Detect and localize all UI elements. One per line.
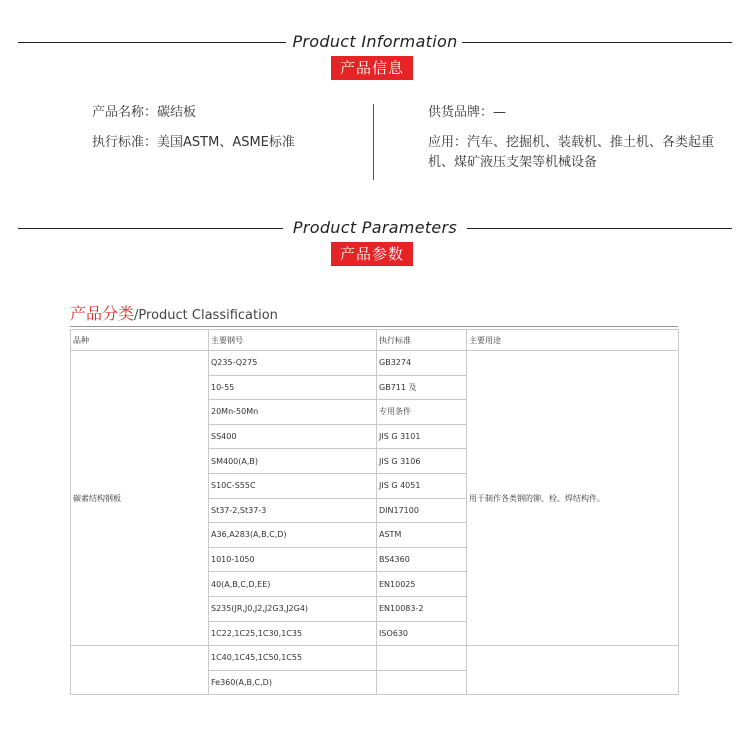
standard-cell [377, 646, 467, 671]
field-label: 供货品牌： [428, 105, 494, 120]
field-value: 美国ASTM、ASME标准 [157, 135, 295, 150]
params-title-en: Product Parameters [292, 218, 458, 237]
classification-title-cn: 产品分类 [70, 304, 135, 323]
grade-cell: 40(A,B,C,D,EE) [209, 572, 377, 597]
brand-field [428, 103, 506, 123]
classification-title-en: Product Classification [138, 308, 278, 323]
standard-field [92, 133, 295, 153]
grade-cell: 10-55 [209, 375, 377, 400]
classification-underline [70, 326, 678, 327]
field-value: 汽车、挖掘机、装载机、推土机、各类起重机、煤矿液压支架等机械设备 [428, 135, 715, 170]
application-field [428, 133, 724, 173]
grade-cell: 20Mn-50Mn [209, 400, 377, 425]
usage-cell-empty [467, 646, 679, 695]
params-title-badge: 产品参数 [331, 242, 413, 266]
classification-separator: / [134, 308, 139, 323]
field-label: 执行标准： [92, 135, 158, 150]
field-label: 产品名称： [92, 105, 158, 120]
grade-cell: Q235-Q275 [209, 351, 377, 376]
header-cell: 主要钢号 [209, 330, 377, 351]
header-cell: 品种 [71, 330, 209, 351]
params-section-header [0, 216, 750, 240]
classification-table [70, 329, 679, 695]
field-value: 碳结板 [157, 105, 197, 120]
header-cell: 执行标准 [377, 330, 467, 351]
standard-cell: ASTM [377, 523, 467, 548]
standard-cell: JIS G 3101 [377, 424, 467, 449]
grade-cell: S10C-S55C [209, 473, 377, 498]
standard-cell: EN10083-2 [377, 596, 467, 621]
grade-cell: A36,A283(A,B,C,D) [209, 523, 377, 548]
grade-cell: 1C22,1C25,1C30,1C35 [209, 621, 377, 646]
product-name-field [92, 103, 196, 123]
standard-cell: GB711 及 [377, 375, 467, 400]
variety-cell-empty [71, 646, 209, 695]
info-title-badge: 产品信息 [331, 56, 413, 80]
standard-cell: 专用条件 [377, 400, 467, 425]
grade-cell: SS400 [209, 424, 377, 449]
variety-cell: 碳素结构钢板 [71, 351, 209, 646]
standard-cell: JIS G 3106 [377, 449, 467, 474]
grade-cell: 1C40,1C45,1C50,1C55 [209, 646, 377, 671]
standard-cell: JIS G 4051 [377, 473, 467, 498]
usage-cell: 用于制作各类钢的铆、栓、焊结构件。 [467, 351, 679, 646]
standard-cell: BS4360 [377, 547, 467, 572]
table-header-row [71, 330, 679, 351]
classification-title [70, 303, 278, 327]
info-divider [373, 104, 374, 180]
standard-cell: GB3274 [377, 351, 467, 376]
field-value: — [493, 105, 507, 120]
info-title-en: Product Information [292, 32, 458, 51]
field-label: 应用： [428, 135, 468, 150]
grade-cell: S235(JR,J0,J2,J2G3,J2G4) [209, 596, 377, 621]
header-cell: 主要用途 [467, 330, 679, 351]
grade-cell: St37-2,St37-3 [209, 498, 377, 523]
grade-cell: SM400(A,B) [209, 449, 377, 474]
grade-cell: 1010-1050 [209, 547, 377, 572]
standard-cell [377, 670, 467, 695]
table-row [71, 646, 679, 671]
standard-cell: DIN17100 [377, 498, 467, 523]
table-row [71, 351, 679, 376]
info-section-header [0, 30, 750, 54]
standard-cell: EN10025 [377, 572, 467, 597]
grade-cell: Fe360(A,B,C,D) [209, 670, 377, 695]
standard-cell: ISO630 [377, 621, 467, 646]
